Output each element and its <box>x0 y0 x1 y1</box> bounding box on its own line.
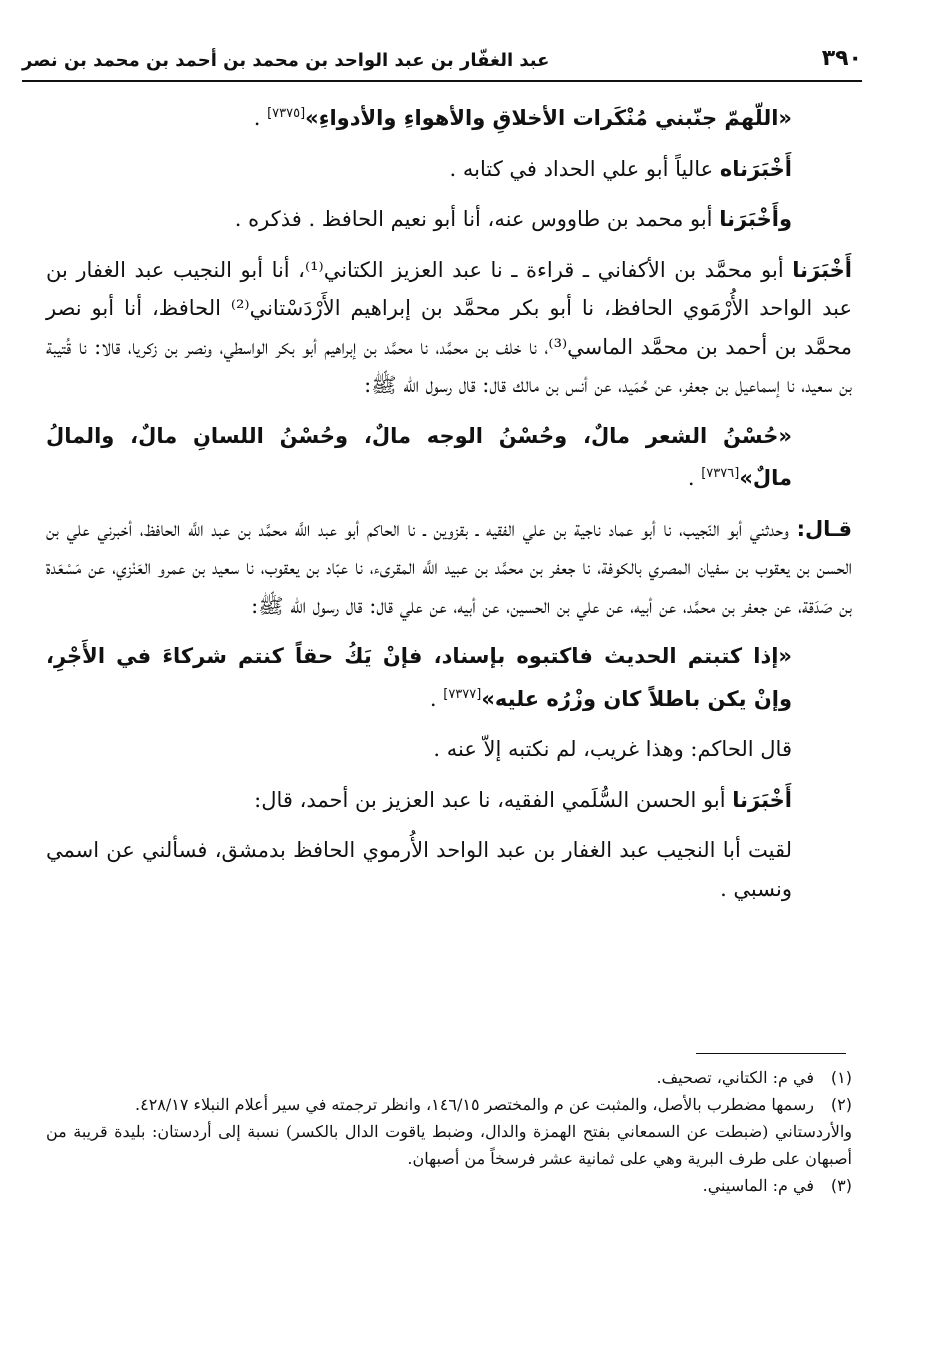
footnote-text: رسمها مضطرب بالأصل، والمثبت عن م والمختصر ١٤٦/١٥، وانظر ترجمته في سير أعلام النبلاء ٤٢٨/١٧. <box>135 1095 814 1114</box>
footnote-divider <box>696 1053 846 1054</box>
hadith-quote <box>46 417 852 498</box>
footnote-number: (٣) <box>830 1176 852 1195</box>
text-paragraph <box>46 251 852 405</box>
page-header <box>22 40 862 82</box>
paragraph-text: لقيت أبا النجيب عبد الغفار بن عبد الواحد الأُرموي الحافظ بدمشق، فسألني عن اسمي ونسبي . <box>46 838 792 901</box>
footnote-number: (٢) <box>830 1095 852 1114</box>
paragraph-text: أبو محمَّد بن الأكفاني ـ قراءة ـ نا عبد العزيز الكتاني⁽¹⁾، أنا أبو النجيب عبد الغفار بن عبد الواحد الأُرْمَوي الحافظ، نا أبو بكر محمَّد بن إبراهيم الأَرْدَسْتاني⁽²⁾ الحافظ، أنا أبو نصر محمَّد بن أحمد بن محمَّد الماسي⁽³⁾، نا خلف بن محمَّد، نا محمَّد بن إبراهيم أبو بكر الواسطي، ونصر بن زكريا، قالا: نا قُتيبة بن سعيد، نا إسماعيل بن جعفر، عن حُمَيد، عن أنس بن مالك قال: قال رسول الله ﷺ: <box>46 257 853 397</box>
text-paragraph <box>46 200 852 239</box>
quote-tail: . <box>253 106 268 130</box>
quote-text: «حُسْنُ الشعر مالٌ، وحُسْنُ الوجه مالٌ، وحُسْنُ اللسانِ مالٌ، والمالُ مالٌ» <box>46 423 792 490</box>
hadith-quote <box>46 637 852 718</box>
footnote-text: في م: الماسيني. <box>702 1176 814 1195</box>
hadith-number: [٧٣٧٦] <box>701 466 740 481</box>
main-text <box>46 95 852 920</box>
running-title: عبد الغفّار بن عبد الواحد بن محمد بن أحمد بن محمد بن نصر <box>22 50 550 71</box>
text-paragraph <box>46 831 852 908</box>
footnote <box>46 1118 852 1172</box>
transmission-lead: وأَخْبَرَنا <box>719 207 792 231</box>
paragraph-text: قال الحاكم: وهذا غريب، لم نكتبه إلاّ عنه . <box>433 737 792 761</box>
paragraph-text: عالياً أبو علي الحداد في كتابه . <box>449 156 720 181</box>
paragraph-text: أبو محمد بن طاووس عنه، أنا أبو نعيم الحافظ . فذكره . <box>234 207 720 231</box>
page-number: ٣٩٠ <box>821 46 862 71</box>
text-paragraph <box>46 150 852 189</box>
hadith-number: [٧٣٧٥] <box>267 106 306 121</box>
footnote <box>46 1172 852 1199</box>
footnote <box>46 1091 852 1118</box>
footnote-text: في م: الكتاني، تصحيف. <box>656 1068 814 1087</box>
quote-text: «اللّهمّ جنّبني مُنْكَرات الأخلاقِ والأهواءِ والأدواءِ» <box>305 106 792 130</box>
footnote-text: والأردستاني (ضبطت عن السمعاني بفتح الهمزة والدال، وضبط ياقوت الدال بالكسر) نسبة إلى أردستان: بليدة قريبة من أصبهان على طرف البرية وهي على ثمانية عشر فرسخاً من أصبهان. <box>46 1122 852 1168</box>
footnotes <box>46 1064 852 1199</box>
transmission-lead: أَخْبَرَناه <box>719 156 792 181</box>
transmission-lead: أَخْبَرَنا <box>732 787 792 812</box>
quote-text: «إذا كتبتم الحديث فاكتبوه بإسناد، فإنْ يَكُ حقاً كنتم شركاءَ في الأَجْرِ، وإنْ يكن باطلاً كان وزْرُه عليه» <box>46 644 792 711</box>
paragraph-text: أبو الحسن السُّلَمي الفقيه، نا عبد العزيز بن أحمد، قال: <box>254 787 733 812</box>
text-paragraph <box>46 781 852 820</box>
transmission-lead: أَخْبَرَنا <box>792 257 852 282</box>
transmission-lead: قـال: <box>796 516 852 541</box>
footnote-number: (١) <box>830 1068 852 1087</box>
text-paragraph <box>46 730 852 769</box>
hadith-number: [٧٣٧٧] <box>443 686 482 702</box>
quote-tail: . <box>687 466 702 490</box>
text-paragraph <box>46 510 852 626</box>
paragraph-text: وحدثني أبو النّجيب، نا أبو عماد ناجية بن علي الفقيه ـ بقزوين ـ نا الحاكم أبو عبد اللَّه محمَّد بن عبد اللَّه الحافظ، أخبرني علي بن الحسن بن يعقوب بن سفيان المصري بالكوفة، نا جعفر بن محمَّد بن عبيد اللَّه المقرىء، نا عبّاد بن يعقوب، نا سعيد بن عمرو العَنْزي، عن مَسْعَدة بن صَدَقة، عن جعفر بن محمَّد، عن أبيه، عن علي بن الحسين، عن أبيه، عن علي قال: قال رسول الله ﷺ: <box>46 516 852 618</box>
quote-tail: . <box>429 686 444 711</box>
hadith-quote <box>46 95 852 138</box>
footnote <box>46 1064 852 1091</box>
